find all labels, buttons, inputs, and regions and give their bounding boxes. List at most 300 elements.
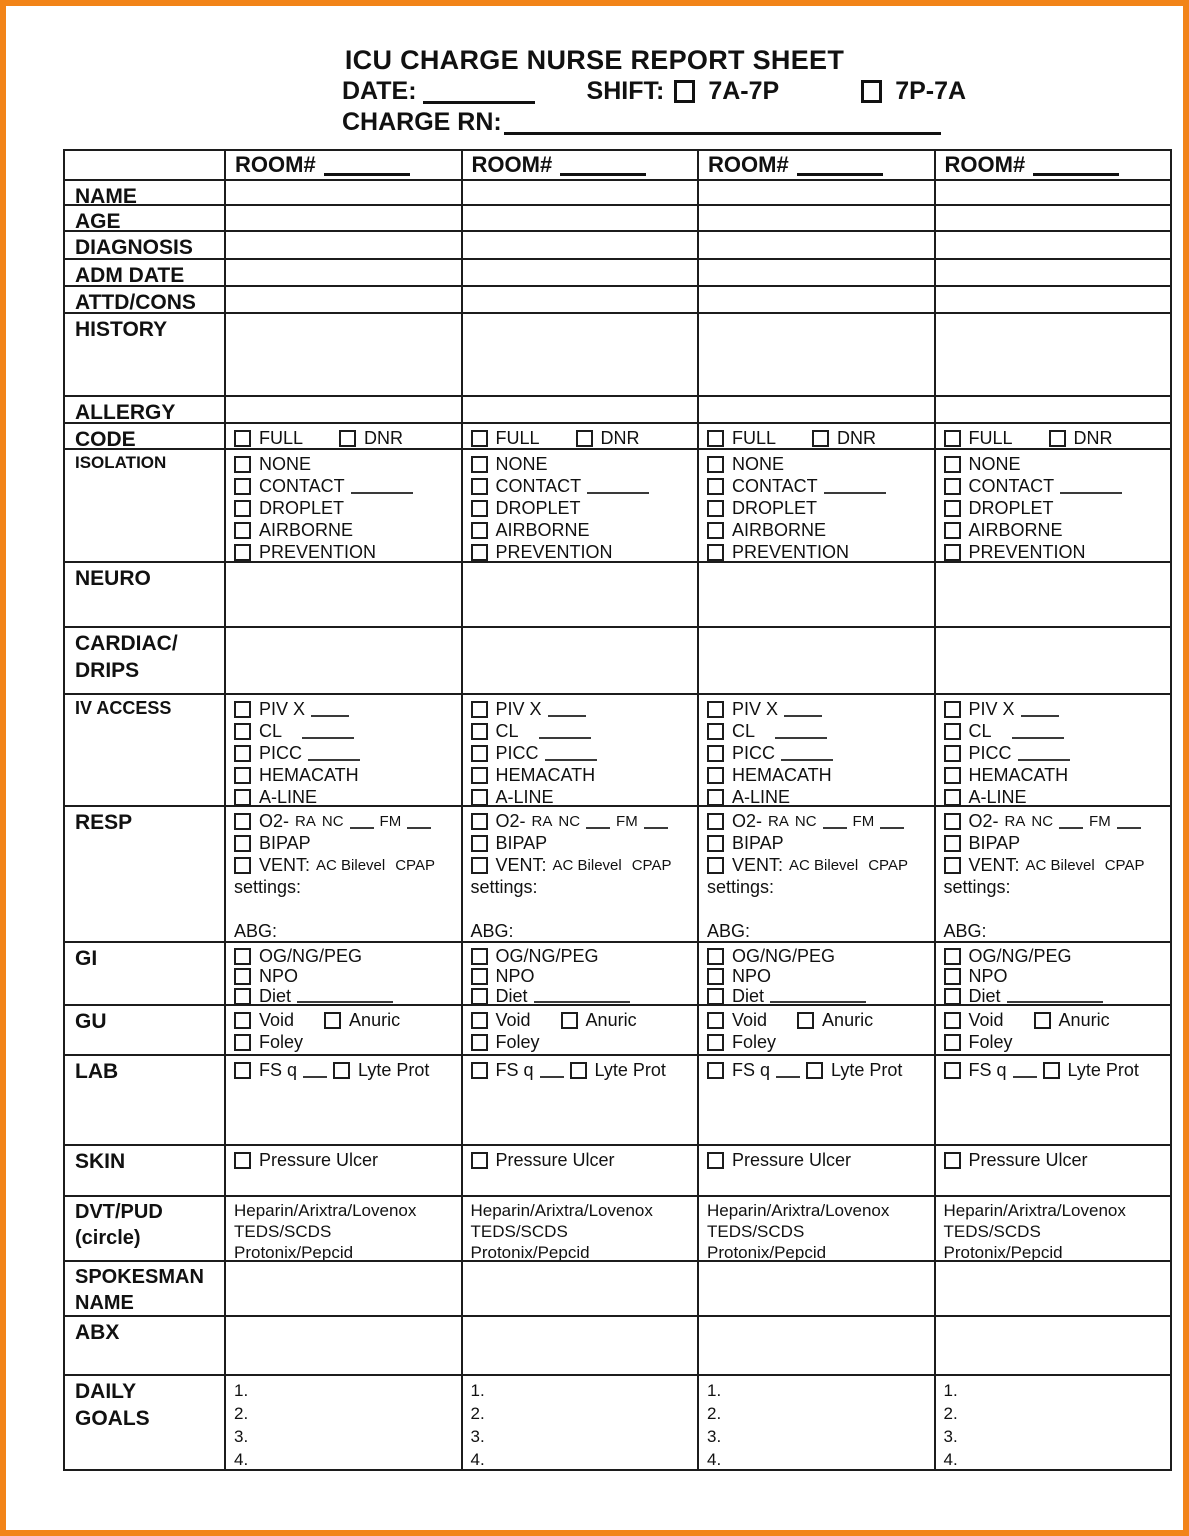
cell-line <box>944 898 1167 920</box>
name-cell-1[interactable] <box>226 181 463 206</box>
checkbox[interactable] <box>471 1062 488 1079</box>
fill-in-line[interactable] <box>302 725 354 739</box>
checkbox[interactable] <box>471 988 488 1005</box>
skin-cell-1 <box>226 1146 463 1197</box>
checkbox[interactable] <box>707 1012 724 1029</box>
cardiac-drips-cell-1[interactable] <box>226 628 463 695</box>
checkbox[interactable] <box>944 767 961 784</box>
age-cell-1[interactable] <box>226 206 463 232</box>
cell-line <box>707 698 930 720</box>
checkbox[interactable] <box>471 968 488 985</box>
cell-text: NONE <box>968 453 1021 474</box>
checkbox[interactable] <box>471 789 488 806</box>
room-number-fill-line[interactable] <box>560 155 646 176</box>
checkbox[interactable] <box>333 1062 350 1079</box>
cell-text: OG/NG/PEG <box>968 945 1072 966</box>
checkbox[interactable] <box>234 478 251 495</box>
shift-label: SHIFT: <box>586 76 665 105</box>
checkbox[interactable] <box>234 745 251 762</box>
cell-line <box>707 541 930 563</box>
table-row-isolation <box>65 450 1172 563</box>
abx-cell-1[interactable] <box>226 1317 463 1376</box>
spokesman-name-cell-4[interactable] <box>936 1262 1173 1317</box>
checkbox[interactable] <box>707 835 724 852</box>
room-header-cell-1 <box>226 151 463 181</box>
checkbox[interactable] <box>471 430 488 447</box>
table-row-cardiac-drips <box>65 628 1172 695</box>
checkbox[interactable] <box>944 1062 961 1079</box>
cell-text: TEDS/SCDS <box>470 1221 568 1241</box>
cell-line <box>707 810 930 832</box>
cell-line <box>234 946 457 966</box>
checkbox[interactable] <box>707 1034 724 1051</box>
checkbox[interactable] <box>471 948 488 965</box>
spokesman-name-cell-3[interactable] <box>699 1262 936 1317</box>
cell-text: DROPLET <box>495 497 581 518</box>
cell-text: 3. <box>470 1426 485 1446</box>
checkbox[interactable] <box>234 1034 251 1051</box>
adm-date-cell-3[interactable] <box>699 260 936 287</box>
table-row-diagnosis <box>65 232 1172 260</box>
cell-line <box>707 1149 930 1171</box>
code-cell-1 <box>226 424 463 450</box>
checkbox[interactable] <box>944 456 961 473</box>
row-label-diagnosis: DIAGNOSIS <box>65 232 226 260</box>
checkbox[interactable] <box>944 988 961 1005</box>
checkbox[interactable] <box>471 478 488 495</box>
checkbox[interactable] <box>944 835 961 852</box>
diagnosis-cell-4[interactable] <box>936 232 1173 260</box>
cell-text: DROPLET <box>259 497 345 518</box>
fill-in-line[interactable] <box>1059 815 1083 829</box>
cell-line <box>944 946 1167 966</box>
cell-line <box>707 1425 930 1448</box>
checkbox[interactable] <box>471 500 488 517</box>
neuro-cell-4[interactable] <box>936 563 1173 628</box>
fill-in-line[interactable] <box>586 815 610 829</box>
checkbox[interactable] <box>944 544 961 561</box>
fill-in-line[interactable] <box>1021 703 1059 717</box>
cell-line <box>471 1242 694 1262</box>
checkbox[interactable] <box>234 500 251 517</box>
checkbox[interactable] <box>707 767 724 784</box>
checkbox[interactable] <box>944 948 961 965</box>
checkbox[interactable] <box>1034 1012 1051 1029</box>
table-row-allergy <box>65 397 1172 424</box>
allergy-cell-1[interactable] <box>226 397 463 424</box>
checkbox[interactable] <box>234 988 251 1005</box>
table-row-age <box>65 206 1172 232</box>
charge-rn-fill-line[interactable] <box>504 116 941 135</box>
fill-in-line[interactable] <box>1060 480 1122 494</box>
name-cell-2[interactable] <box>463 181 700 206</box>
checkbox[interactable] <box>234 430 251 447</box>
fill-in-line[interactable] <box>776 1064 800 1078</box>
checkbox[interactable] <box>234 948 251 965</box>
fill-in-line[interactable] <box>770 989 866 1003</box>
cell-line <box>707 519 930 541</box>
checkbox[interactable] <box>944 500 961 517</box>
age-cell-4[interactable] <box>936 206 1173 232</box>
abx-cell-3[interactable] <box>699 1317 936 1376</box>
fill-in-line[interactable] <box>775 725 827 739</box>
checkbox[interactable] <box>812 430 829 447</box>
fill-in-line[interactable] <box>1018 747 1070 761</box>
cell-text: 3. <box>707 1426 722 1446</box>
attd-cons-cell-4[interactable] <box>936 287 1173 314</box>
checkbox[interactable] <box>707 723 724 740</box>
room-number-fill-line[interactable] <box>797 155 883 176</box>
cell-text: O2- <box>259 810 290 831</box>
checkbox[interactable] <box>944 430 961 447</box>
fill-in-line[interactable] <box>823 815 847 829</box>
checkbox[interactable] <box>234 723 251 740</box>
cell-line <box>944 1149 1167 1171</box>
fill-in-line[interactable] <box>784 703 822 717</box>
fill-in-line[interactable] <box>1012 725 1064 739</box>
cell-line <box>234 898 457 920</box>
fill-in-line[interactable] <box>308 747 360 761</box>
checkbox[interactable] <box>471 813 488 830</box>
diagnosis-cell-1[interactable] <box>226 232 463 260</box>
table-row-gu <box>65 1006 1172 1056</box>
checkbox[interactable] <box>707 701 724 718</box>
cell-line <box>944 1379 1167 1402</box>
fill-in-line[interactable] <box>587 480 649 494</box>
room-number-fill-line[interactable] <box>1033 155 1119 176</box>
abx-cell-2[interactable] <box>463 1317 700 1376</box>
cell-line <box>707 1242 930 1262</box>
checkbox[interactable] <box>944 857 961 874</box>
checkbox[interactable] <box>944 701 961 718</box>
fill-in-line[interactable] <box>297 989 393 1003</box>
fill-in-line[interactable] <box>545 747 597 761</box>
spacer <box>309 438 339 439</box>
cell-text: NPO <box>259 965 299 986</box>
neuro-cell-2[interactable] <box>463 563 700 628</box>
gu-cell-3 <box>699 1006 936 1056</box>
checkbox[interactable] <box>944 1012 961 1029</box>
table-row-iv-access <box>65 695 1172 807</box>
cell-text: PREVENTION <box>732 541 850 562</box>
gi-cell-1 <box>226 943 463 1006</box>
checkbox[interactable] <box>944 1034 961 1051</box>
checkbox[interactable] <box>707 522 724 539</box>
report-table <box>63 149 1172 1471</box>
shift-7p7a-label: 7P-7A <box>895 76 967 105</box>
cell-text: RA <box>531 812 553 830</box>
fill-in-line[interactable] <box>540 1064 564 1078</box>
neuro-cell-1[interactable] <box>226 563 463 628</box>
daily-goals-cell-3 <box>699 1376 936 1471</box>
spokesman-name-cell-2[interactable] <box>463 1262 700 1317</box>
checkbox[interactable] <box>707 500 724 517</box>
history-cell-2[interactable] <box>463 314 700 397</box>
cell-line <box>471 1149 694 1171</box>
checkbox[interactable] <box>944 745 961 762</box>
cell-text: OG/NG/PEG <box>259 945 363 966</box>
cell-text: O2- <box>732 810 763 831</box>
cell-line <box>471 497 694 519</box>
iv-access-cell-4 <box>936 695 1173 807</box>
fill-in-line[interactable] <box>311 703 349 717</box>
checkbox[interactable] <box>707 813 724 830</box>
row-label-allergy: ALLERGY <box>65 397 226 424</box>
isolation-cell-1 <box>226 450 463 563</box>
adm-date-cell-2[interactable] <box>463 260 700 287</box>
checkbox[interactable] <box>797 1012 814 1029</box>
checkbox[interactable] <box>944 522 961 539</box>
checkbox[interactable] <box>570 1062 587 1079</box>
fill-in-line[interactable] <box>1007 989 1103 1003</box>
row-label-iv-access: IV ACCESS <box>65 695 226 807</box>
cell-text: VENT: <box>259 854 311 875</box>
checkbox[interactable] <box>707 1152 724 1169</box>
cell-text: FS q <box>259 1059 298 1080</box>
adm-date-cell-1[interactable] <box>226 260 463 287</box>
checkbox[interactable] <box>944 968 961 985</box>
name-cell-3[interactable] <box>699 181 936 206</box>
checkbox[interactable] <box>1043 1062 1060 1079</box>
cell-text: NONE <box>495 453 548 474</box>
age-cell-2[interactable] <box>463 206 700 232</box>
diagnosis-cell-2[interactable] <box>463 232 700 260</box>
cell-text: PICC <box>495 742 539 763</box>
gi-cell-2 <box>463 943 700 1006</box>
cell-line <box>471 986 694 1006</box>
cell-text: AIRBORNE <box>495 519 590 540</box>
attd-cons-cell-1[interactable] <box>226 287 463 314</box>
cell-line <box>234 786 457 807</box>
checkbox[interactable] <box>707 857 724 874</box>
cell-text: NONE <box>259 453 312 474</box>
cell-line <box>234 876 457 898</box>
fill-in-line[interactable] <box>534 989 630 1003</box>
cell-text: Void <box>968 1009 1004 1030</box>
cell-line <box>234 519 457 541</box>
spokesman-name-cell-1[interactable] <box>226 1262 463 1317</box>
checkbox[interactable] <box>339 430 356 447</box>
checkbox[interactable] <box>576 430 593 447</box>
fill-in-line[interactable] <box>781 747 833 761</box>
history-cell-1[interactable] <box>226 314 463 397</box>
checkbox[interactable] <box>234 789 251 806</box>
checkbox[interactable] <box>234 968 251 985</box>
cell-text: O2- <box>968 810 999 831</box>
checkbox[interactable] <box>471 522 488 539</box>
checkbox[interactable] <box>944 723 961 740</box>
cell-text: PIV X <box>968 698 1015 719</box>
checkbox[interactable] <box>471 1034 488 1051</box>
checkbox[interactable] <box>944 478 961 495</box>
checkbox[interactable] <box>471 857 488 874</box>
checkbox[interactable] <box>471 1152 488 1169</box>
adm-date-cell-4[interactable] <box>936 260 1173 287</box>
checkbox[interactable] <box>1049 430 1066 447</box>
allergy-cell-2[interactable] <box>463 397 700 424</box>
checkbox[interactable] <box>471 1012 488 1029</box>
fill-in-line[interactable] <box>303 1064 327 1078</box>
cell-line <box>234 427 457 449</box>
checkbox[interactable] <box>234 1062 251 1079</box>
spacer <box>537 1020 561 1021</box>
cell-text: Anuric <box>585 1009 637 1030</box>
cell-text: PIV X <box>495 698 542 719</box>
table-row-code <box>65 424 1172 450</box>
fill-in-line[interactable] <box>548 703 586 717</box>
checkbox[interactable] <box>471 701 488 718</box>
cell-line <box>234 1149 457 1171</box>
checkbox[interactable] <box>234 813 251 830</box>
cell-text: AIRBORNE <box>259 519 354 540</box>
cell-text: PREVENTION <box>495 541 613 562</box>
checkbox[interactable] <box>707 968 724 985</box>
cell-line <box>234 832 457 854</box>
cell-text: FS q <box>968 1059 1007 1080</box>
checkbox[interactable] <box>471 767 488 784</box>
checkbox[interactable] <box>471 745 488 762</box>
checkbox[interactable] <box>234 544 251 561</box>
cell-line <box>944 453 1167 475</box>
checkbox[interactable] <box>707 478 724 495</box>
cell-line <box>471 519 694 541</box>
diagnosis-cell-3[interactable] <box>699 232 936 260</box>
cell-line <box>707 742 930 764</box>
checkbox[interactable] <box>707 456 724 473</box>
cell-text: CL <box>968 720 992 741</box>
checkbox[interactable] <box>234 701 251 718</box>
cell-text: settings: <box>943 876 1011 897</box>
checkbox[interactable] <box>234 1012 251 1029</box>
checkbox[interactable] <box>471 835 488 852</box>
cardiac-drips-cell-4[interactable] <box>936 628 1173 695</box>
dvt-pud-cell-4 <box>936 1197 1173 1262</box>
checkbox[interactable] <box>707 988 724 1005</box>
shift-7a7p-checkbox[interactable] <box>674 80 695 103</box>
cell-text: 3. <box>943 1426 958 1446</box>
neuro-cell-3[interactable] <box>699 563 936 628</box>
isolation-cell-4 <box>936 450 1173 563</box>
fill-in-line[interactable] <box>824 480 886 494</box>
fill-in-line[interactable] <box>407 815 431 829</box>
checkbox[interactable] <box>707 948 724 965</box>
cell-text: Foley <box>732 1031 777 1052</box>
checkbox[interactable] <box>234 522 251 539</box>
spacer <box>525 731 539 732</box>
checkbox[interactable] <box>707 544 724 561</box>
cell-line <box>707 720 930 742</box>
fill-in-line[interactable] <box>350 815 374 829</box>
attd-cons-cell-3[interactable] <box>699 287 936 314</box>
cardiac-drips-cell-3[interactable] <box>699 628 936 695</box>
checkbox[interactable] <box>234 857 251 874</box>
cell-text: CONTACT <box>968 475 1055 496</box>
cell-text: CONTACT <box>259 475 345 496</box>
cell-line <box>707 1379 930 1402</box>
cell-text: AIRBORNE <box>968 519 1063 540</box>
age-cell-3[interactable] <box>699 206 936 232</box>
iv-access-cell-2 <box>463 695 700 807</box>
checkbox[interactable] <box>944 1152 961 1169</box>
abx-cell-4[interactable] <box>936 1317 1173 1376</box>
shift-7p7a-checkbox[interactable] <box>861 80 882 103</box>
fill-in-line[interactable] <box>539 725 591 739</box>
history-cell-4[interactable] <box>936 314 1173 397</box>
spacer <box>773 1020 797 1021</box>
date-fill-line[interactable] <box>423 85 535 104</box>
cell-text: Heparin/Arixtra/Lovenox <box>943 1200 1126 1220</box>
checkbox[interactable] <box>707 745 724 762</box>
row-label-daily-goals: DAILY GOALS <box>65 1376 226 1471</box>
cell-text: Protonix/Pepcid <box>470 1242 590 1262</box>
cell-line <box>471 920 694 942</box>
fill-in-line[interactable] <box>880 815 904 829</box>
checkbox[interactable] <box>944 789 961 806</box>
dvt-pud-cell-1 <box>226 1197 463 1262</box>
checkbox[interactable] <box>324 1012 341 1029</box>
cell-text: NONE <box>732 453 785 474</box>
fill-in-line[interactable] <box>1013 1064 1037 1078</box>
cell-line <box>471 1221 694 1242</box>
dvt-pud-cell-2 <box>463 1197 700 1262</box>
table-row-dvt-pud <box>65 1197 1172 1262</box>
cell-line <box>944 764 1167 786</box>
cell-text: 4. <box>470 1449 485 1469</box>
history-cell-3[interactable] <box>699 314 936 397</box>
cell-line <box>234 920 457 942</box>
cell-text: PIV X <box>732 698 779 719</box>
cell-text: settings: <box>707 876 775 897</box>
checkbox[interactable] <box>471 723 488 740</box>
name-cell-4[interactable] <box>936 181 1173 206</box>
spacer <box>300 1020 324 1021</box>
cell-text: A-LINE <box>259 786 318 807</box>
cardiac-drips-cell-2[interactable] <box>463 628 700 695</box>
cell-text: PIV X <box>259 698 306 719</box>
checkbox[interactable] <box>707 430 724 447</box>
checkbox[interactable] <box>944 813 961 830</box>
cell-text: CL <box>495 720 519 741</box>
checkbox[interactable] <box>471 544 488 561</box>
room-number-fill-line[interactable] <box>324 155 410 176</box>
row-label-isolation: ISOLATION <box>65 450 226 563</box>
cell-text: VENT: <box>968 854 1020 875</box>
cell-text: Diet <box>732 985 765 1006</box>
checkbox[interactable] <box>707 789 724 806</box>
fill-in-line[interactable] <box>644 815 668 829</box>
checkbox[interactable] <box>806 1062 823 1079</box>
allergy-cell-3[interactable] <box>699 397 936 424</box>
checkbox[interactable] <box>471 456 488 473</box>
fill-in-line[interactable] <box>1117 815 1141 829</box>
cell-text: Pressure Ulcer <box>259 1149 379 1170</box>
fill-in-line[interactable] <box>351 480 413 494</box>
attd-cons-cell-2[interactable] <box>463 287 700 314</box>
cell-text: NC <box>321 812 344 830</box>
checkbox[interactable] <box>707 1062 724 1079</box>
checkbox[interactable] <box>234 835 251 852</box>
daily-goals-cell-2 <box>463 1376 700 1471</box>
checkbox[interactable] <box>234 1152 251 1169</box>
cell-line <box>944 1425 1167 1448</box>
row-label-code: CODE <box>65 424 226 450</box>
checkbox[interactable] <box>561 1012 578 1029</box>
daily-goals-cell-4 <box>936 1376 1173 1471</box>
allergy-cell-4[interactable] <box>936 397 1173 424</box>
checkbox[interactable] <box>234 456 251 473</box>
checkbox[interactable] <box>234 767 251 784</box>
cell-text: FS q <box>495 1059 534 1080</box>
